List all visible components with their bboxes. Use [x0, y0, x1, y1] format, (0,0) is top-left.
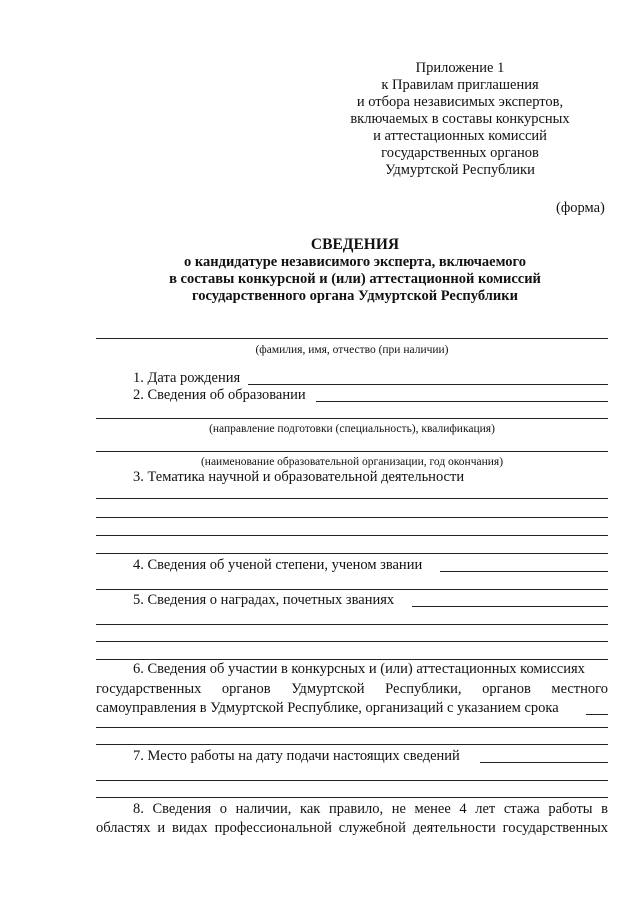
research-topics-line-1[interactable]	[96, 498, 608, 499]
education-field[interactable]	[316, 401, 608, 402]
item-awards-label: 5. Сведения о наградах, почетных званиях	[133, 592, 395, 608]
commissions-line-3[interactable]	[96, 744, 608, 745]
appendix-line-6: Удмуртской Республики	[385, 162, 535, 178]
education-direction-line[interactable]	[96, 418, 608, 419]
document-title	[100, 236, 610, 305]
direction-caption: (направление подготовки (специальность), квалификация)	[209, 423, 495, 435]
item-experience-line-1	[133, 801, 608, 818]
word: и	[157, 820, 166, 836]
appendix-line-1: к Правилам приглашения	[381, 77, 539, 93]
item-workplace-label: 7. Место работы на дату подачи настоящих сведений	[133, 748, 460, 764]
word: государственных	[96, 681, 202, 697]
word: не	[391, 801, 406, 817]
word: правило,	[328, 801, 384, 817]
word: органов	[221, 681, 271, 697]
form-label: (форма)	[556, 200, 605, 216]
item-research-topics-label: 3. Тематика научной и образовательной деятельности	[133, 469, 465, 485]
awards-field[interactable]	[412, 606, 608, 607]
awards-line-2[interactable]	[96, 624, 608, 625]
appendix-header	[330, 60, 590, 179]
institution-caption: (наименование образовательной организации, год окончания)	[200, 456, 504, 468]
word: в	[601, 801, 608, 817]
commissions-line-2[interactable]	[96, 727, 608, 728]
fio-caption: (фамилия, имя, отчество (при наличии)	[255, 344, 449, 356]
word: стажа	[503, 801, 540, 817]
item-education-label: 2. Сведения об образовании	[133, 387, 306, 403]
title-sub-3: государственного органа Удмуртской Республики	[192, 288, 518, 304]
appendix-line-3: включаемых в составы конкурсных	[350, 111, 570, 127]
research-topics-line-4[interactable]	[96, 553, 608, 554]
item-degree-label: 4. Сведения об ученой степени, ученом звании	[133, 557, 423, 573]
word: видах	[172, 820, 208, 836]
item-experience-line-2	[96, 820, 608, 837]
degree-line-2[interactable]	[96, 589, 608, 590]
title-sub-1: о кандидатуре независимого эксперта, включаемого	[184, 254, 526, 270]
education-institution-line[interactable]	[96, 451, 608, 452]
word: менее	[414, 801, 451, 817]
word: деятельности	[412, 820, 496, 836]
word: областях	[96, 820, 151, 836]
item-commissions-line-3: самоуправления в Удмуртской Республике, организаций с указанием срока	[96, 700, 559, 716]
word: лет	[475, 801, 496, 817]
appendix-line-5: государственных органов	[381, 145, 539, 161]
workplace-field[interactable]	[480, 762, 608, 763]
commissions-field[interactable]	[586, 714, 608, 715]
fio-line[interactable]	[96, 338, 608, 339]
word: 4	[459, 801, 467, 817]
title-sub-2: в составы конкурсной и (или) аттестационной комиссий	[169, 271, 541, 287]
research-topics-line-3[interactable]	[96, 535, 608, 536]
word: местного	[551, 681, 608, 697]
appendix-number: Приложение 1	[415, 60, 505, 76]
awards-line-4[interactable]	[96, 659, 608, 660]
item-commissions-line-2	[96, 681, 608, 698]
word: 8.	[133, 801, 144, 817]
word: Удмуртской	[291, 681, 365, 697]
word: о	[219, 801, 228, 817]
awards-line-3[interactable]	[96, 641, 608, 642]
research-topics-line-2[interactable]	[96, 517, 608, 518]
workplace-line-3[interactable]	[96, 797, 608, 798]
word: органов	[482, 681, 531, 697]
appendix-line-4: и аттестационных комиссий	[373, 128, 547, 144]
workplace-line-2[interactable]	[96, 780, 608, 781]
birth-date-field[interactable]	[248, 384, 608, 385]
word: Сведения	[152, 801, 212, 817]
degree-field[interactable]	[440, 571, 608, 572]
word: служебной	[338, 820, 406, 836]
word: Республики,	[385, 681, 462, 697]
word: профессиональной	[214, 820, 332, 836]
appendix-line-2: и отбора независимых экспертов,	[356, 94, 564, 110]
title-main: СВЕДЕНИЯ	[310, 236, 400, 253]
word: наличии,	[235, 801, 292, 817]
word: государственных	[502, 820, 608, 836]
item-birth-date-label: 1. Дата рождения	[133, 370, 241, 386]
item-commissions-line-1: 6. Сведения об участии в конкурсных и (или) аттестационных комиссиях	[133, 661, 585, 677]
word: работы	[548, 801, 593, 817]
word: как	[300, 801, 321, 817]
